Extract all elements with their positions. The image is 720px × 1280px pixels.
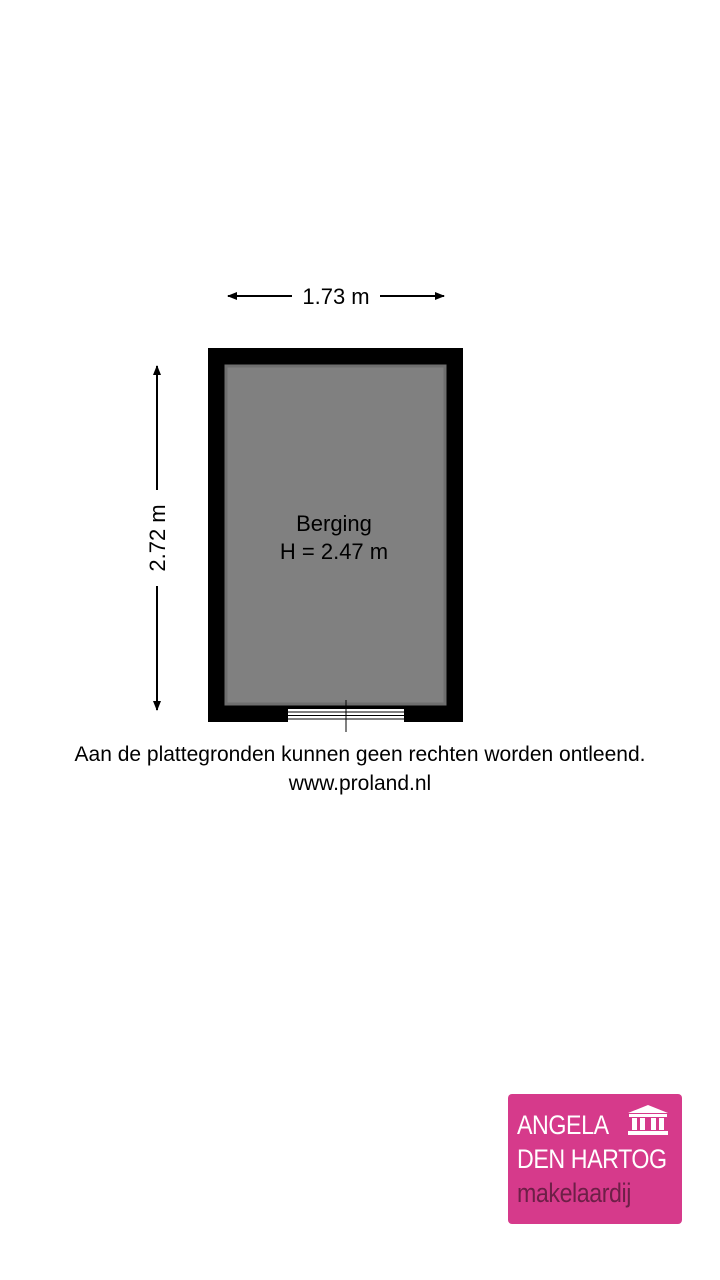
disclaimer-text: Aan de plattegronden kunnen geen rechten worden ontleend. bbox=[74, 743, 646, 766]
width-dimension bbox=[228, 284, 444, 309]
room-berging bbox=[208, 348, 463, 732]
width-dimension-label: 1.73 m bbox=[302, 284, 370, 309]
disclaimer-url: www.proland.nl bbox=[288, 772, 432, 795]
height-dimension bbox=[145, 366, 170, 710]
height-dimension-label: 2.72 m bbox=[145, 504, 170, 572]
logo-line-den-hartog: DEN HARTOG bbox=[517, 1144, 667, 1174]
logo-line-makelaardij: makelaardij bbox=[517, 1178, 632, 1208]
agency-logo bbox=[508, 1094, 682, 1224]
logo-line-angela: ANGELA bbox=[517, 1110, 609, 1140]
disclaimer bbox=[0, 740, 720, 798]
room-height: H = 2.47 m bbox=[279, 539, 389, 564]
room-name: Berging bbox=[296, 511, 372, 536]
